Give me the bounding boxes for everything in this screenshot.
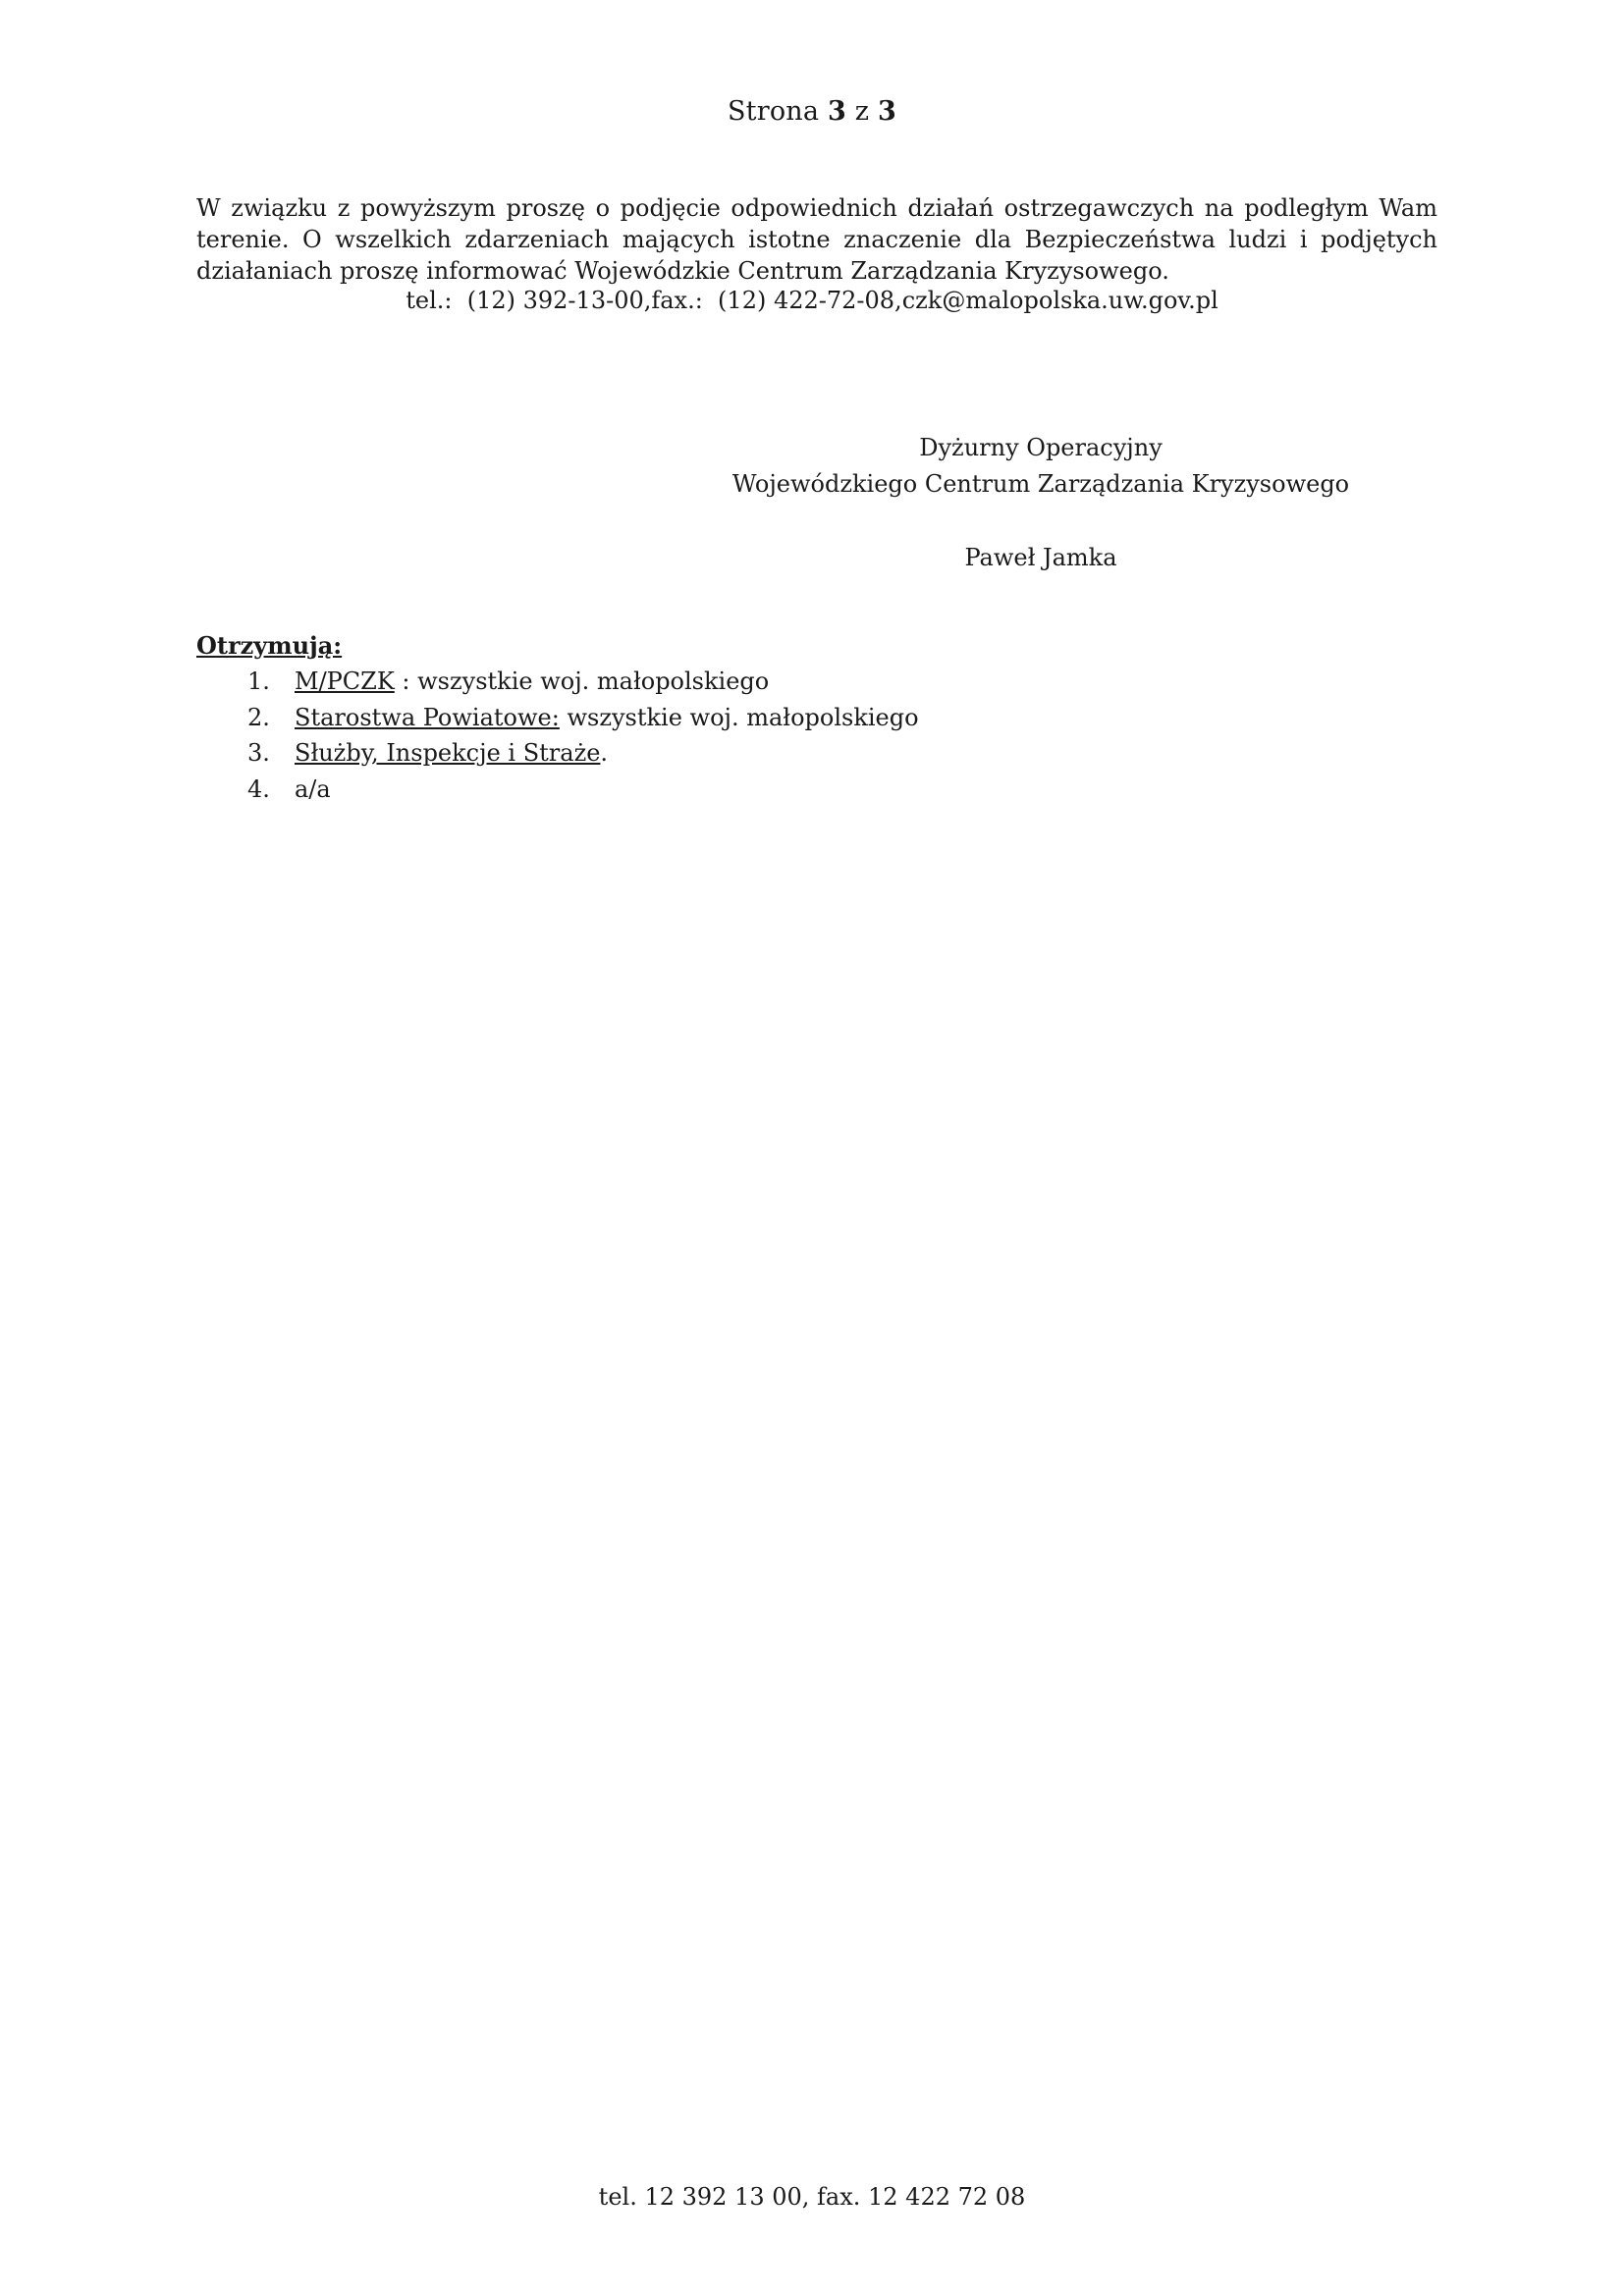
contact-line: tel.: (12) 392-13-00,fax.: (12) 422-72-08,czk@malopolska.uw.gov.pl: [406, 287, 1218, 314]
page-label: Strona: [727, 96, 820, 127]
recipient-label: Służby, Inspekcje i Straże: [295, 739, 601, 767]
signature-institution: Wojewódzkiego Centrum Zarządzania Kryzysowego: [731, 470, 1350, 498]
body-paragraph: [196, 192, 1437, 287]
list-item-number: 1.: [247, 667, 270, 695]
recipient-detail: .: [600, 739, 609, 767]
recipient-label: M/PCZK: [295, 667, 395, 695]
recipients-list: [196, 664, 1276, 807]
page-separator: z: [854, 96, 870, 127]
list-item: [196, 735, 1276, 772]
recipient-label: Starostwa Powiatowe:: [295, 703, 560, 731]
recipients-section: [196, 628, 1276, 807]
signature-role: Dyżurny Operacyjny: [919, 434, 1163, 461]
list-item: [196, 700, 1276, 736]
recipients-heading: Otrzymują:: [196, 631, 343, 660]
signature-name: Paweł Jamka: [964, 544, 1117, 571]
signature-block: [727, 430, 1355, 576]
list-item-number: 4.: [247, 774, 270, 803]
body-line-2: terenie. O wszelkich zdarzeniach mających istotne znaczenie dla Bezpieczeństwa ludzi i podjętych: [196, 226, 1437, 253]
recipient-detail: : wszystkie woj. małopolskiego: [394, 667, 770, 695]
body-line-3: działaniach proszę informować Wojewódzkie Centrum Zarządzania Kryzysowego.: [196, 257, 1169, 285]
total-pages-number: 3: [878, 96, 897, 127]
current-page-number: 3: [827, 96, 846, 127]
list-item-number: 2.: [247, 703, 270, 731]
body-line-1: W związku z powyższym proszę o podjęcie odpowiednich działań ostrzegawczych na podległym Wam: [196, 194, 1437, 222]
page-footer: tel. 12 392 13 00, fax. 12 422 72 08: [598, 2183, 1026, 2211]
list-item-number: 3.: [247, 739, 270, 767]
list-item: [196, 664, 1276, 700]
list-item: [196, 772, 1276, 808]
page-number-header: [0, 96, 1624, 127]
recipient-detail: a/a: [295, 774, 331, 803]
recipient-detail: wszystkie woj. małopolskiego: [559, 703, 919, 731]
